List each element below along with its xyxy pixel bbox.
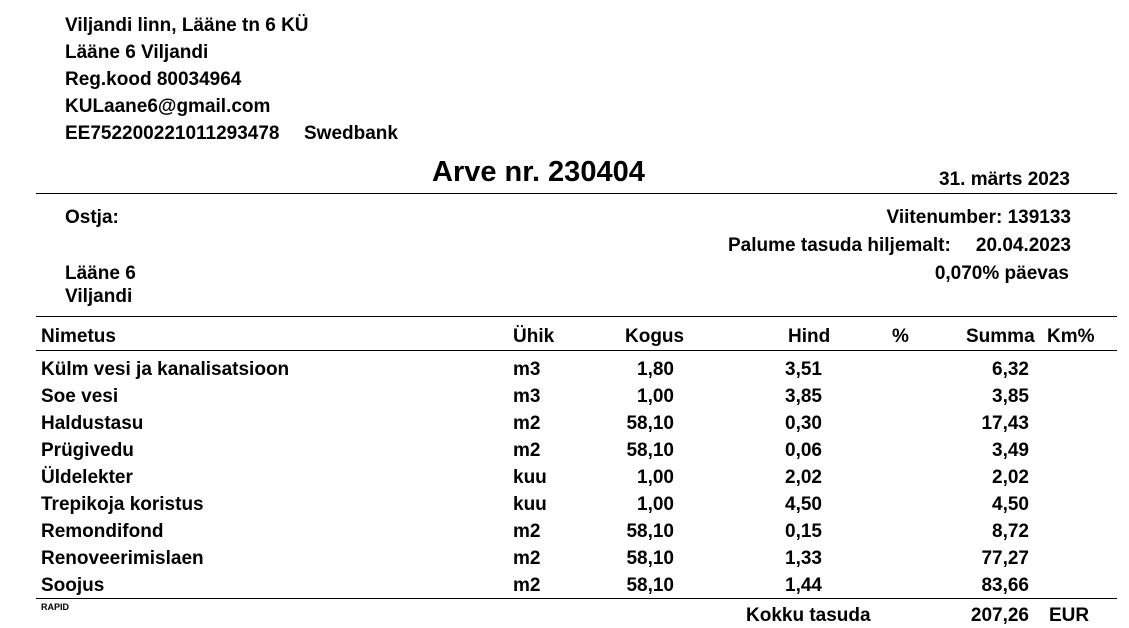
row-9-qty: 58,10 (626, 575, 674, 596)
row-1-price: 3,51 (785, 359, 822, 380)
header-percent: % (892, 326, 909, 347)
header-price: Hind (788, 326, 831, 347)
buyer-address-line1: Lääne 6 (65, 263, 136, 284)
seller-reg-code: Reg.kood 80034964 (65, 69, 242, 90)
row-9-name: Soojus (41, 575, 105, 596)
invoice-date: 31. märts 2023 (939, 169, 1070, 190)
row-1-sum: 6,32 (992, 359, 1029, 380)
buyer-address-line2: Viljandi (65, 286, 133, 307)
row-9-sum: 83,66 (981, 575, 1029, 596)
row-8-sum: 77,27 (981, 548, 1029, 569)
row-1-name: Külm vesi ja kanalisatsioon (41, 359, 290, 380)
total-value: 207,26 (970, 605, 1029, 626)
row-3-price: 0,30 (785, 413, 822, 434)
header-vat: Km% (1047, 326, 1095, 347)
header-qty: Kogus (625, 326, 685, 347)
row-9-price: 1,44 (785, 575, 822, 596)
row-5-sum: 2,02 (992, 467, 1029, 488)
row-7-price: 0,15 (785, 521, 822, 542)
row-5-price: 2,02 (785, 467, 822, 488)
row-3-sum: 17,43 (981, 413, 1029, 434)
seller-address: Lääne 6 Viljandi (65, 42, 209, 63)
row-8-price: 1,33 (785, 548, 822, 569)
header-unit: Ühik (513, 326, 555, 347)
row-4-qty: 58,10 (626, 440, 674, 461)
row-5-qty: 1,00 (637, 467, 674, 488)
seller-bank: Swedbank (304, 123, 398, 144)
row-2-name: Soe vesi (41, 386, 119, 407)
row-8-unit: m2 (513, 548, 541, 569)
divider-header (36, 350, 1117, 351)
row-3-unit: m2 (513, 413, 541, 434)
seller-account: EE752200221011293478 (65, 123, 280, 144)
buyer-label: Ostja: (65, 207, 119, 228)
seller-name: Viljandi linn, Lääne tn 6 KÜ (65, 15, 309, 36)
row-4-name: Prügivedu (41, 440, 134, 461)
penalty-rate: 0,070% päevas (934, 263, 1069, 284)
row-8-qty: 58,10 (626, 548, 674, 569)
total-currency: EUR (1049, 605, 1090, 626)
row-2-sum: 3,85 (992, 386, 1029, 407)
row-5-unit: kuu (513, 467, 547, 488)
total-label: Kokku tasuda (746, 605, 871, 626)
row-4-sum: 3,49 (992, 440, 1029, 461)
row-2-unit: m3 (513, 386, 541, 407)
row-7-sum: 8,72 (992, 521, 1029, 542)
divider-bottom (36, 598, 1117, 599)
seller-email: KULaane6@gmail.com (65, 96, 271, 117)
row-2-qty: 1,00 (637, 386, 674, 407)
due-label: Palume tasuda hiljemalt: (728, 235, 951, 256)
row-1-unit: m3 (513, 359, 541, 380)
row-6-sum: 4,50 (992, 494, 1029, 515)
invoice-title: Arve nr. 230404 (432, 156, 645, 188)
row-2-price: 3,85 (785, 386, 822, 407)
row-4-price: 0,06 (785, 440, 822, 461)
row-7-name: Remondifond (41, 521, 164, 542)
row-4-unit: m2 (513, 440, 541, 461)
row-7-unit: m2 (513, 521, 541, 542)
row-6-qty: 1,00 (637, 494, 674, 515)
reference-number: Viitenumber: 139133 (886, 207, 1071, 228)
divider-table-top (36, 316, 1117, 317)
row-9-unit: m2 (513, 575, 541, 596)
row-8-name: Renoveerimislaen (41, 548, 204, 569)
row-6-unit: kuu (513, 494, 547, 515)
software-label: RAPID (41, 602, 70, 612)
row-5-name: Üldelekter (41, 467, 133, 488)
row-6-price: 4,50 (785, 494, 822, 515)
divider-top (36, 193, 1117, 194)
row-1-qty: 1,80 (637, 359, 674, 380)
header-sum: Summa (966, 326, 1035, 347)
row-3-qty: 58,10 (626, 413, 674, 434)
header-name: Nimetus (41, 326, 116, 347)
row-7-qty: 58,10 (626, 521, 674, 542)
row-3-name: Haldustasu (41, 413, 144, 434)
row-6-name: Trepikoja koristus (41, 494, 204, 515)
due-date: 20.04.2023 (975, 235, 1071, 256)
